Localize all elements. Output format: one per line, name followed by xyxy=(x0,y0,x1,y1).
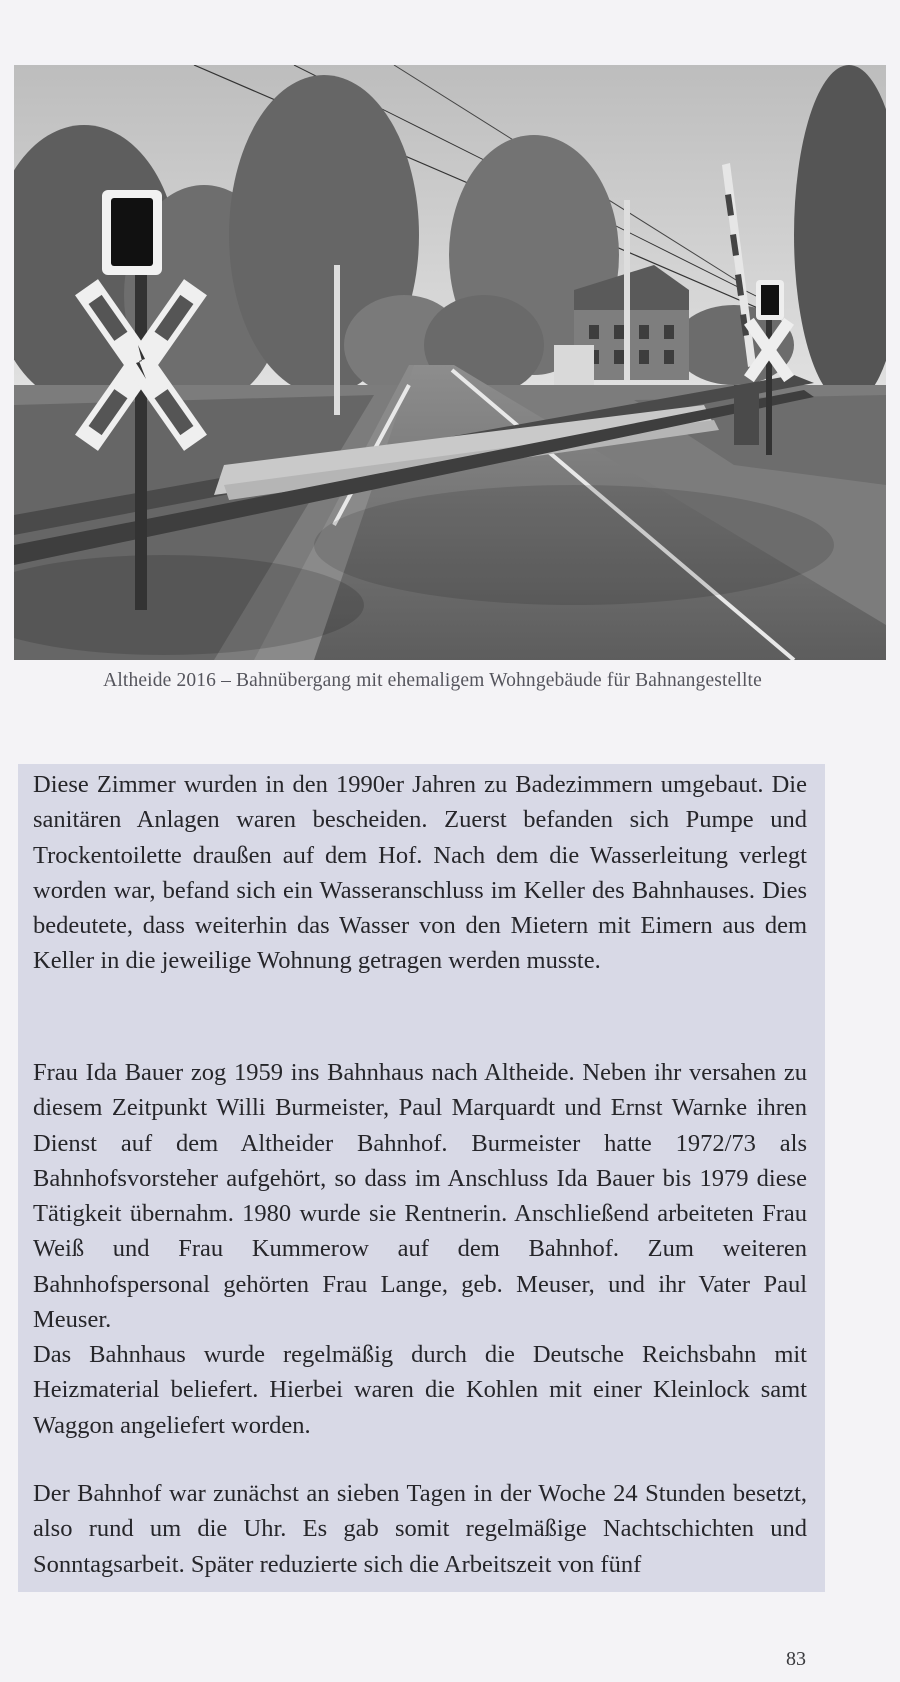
page-number: 83 xyxy=(786,1648,806,1670)
figure-caption: Altheide 2016 – Bahnübergang mit ehemaligem Wohngebäude für Bahnangestellte xyxy=(103,670,762,691)
railway-crossing-photo xyxy=(14,65,886,660)
paragraph: Das Bahnhaus wurde regelmäßig durch die Deutsche Reichsbahn mit Heizmaterial beliefert. Hierbei waren die Kohlen mit einer Kleinlock samt Waggon angeliefert worden. xyxy=(33,1341,807,1439)
paragraph: Der Bahnhof war zunächst an sieben Tagen in der Woche 24 Stunden besetzt, also rund um die Uhr. Es gab somit regelmäßige Nachtschichten und Sonntagsarbeit. Später reduzierte sich die Arbeitszeit von fünf xyxy=(33,1480,807,1578)
paragraph: Diese Zimmer wurden in den 1990er Jahren zu Badezimmern umgebaut. Die sanitären Anlagen waren bescheiden. Zuerst befanden sich Pumpe und Trockentoilette draußen auf dem Hof. Nach dem die Wasserleitung verlegt worden war, befand sich ein Wasseranschluss im Keller des Bahnhauses. Dies bedeutete, dass weiterhin das Wasser von den Mietern mit Eimern aus dem Keller in die jeweilige Wohnung getragen werden musste. xyxy=(33,771,807,975)
paragraph: Frau Ida Bauer zog 1959 ins Bahnhaus nach Altheide. Neben ihr versahen zu diesem Zeitpunkt Willi Burmeister, Paul Marquardt und Ernst Warnke ihren Dienst auf dem Altheider Bahnhof. Burmeister hatte 1972/73 als Bahnhofsvorsteher aufgehört, so dass im Anschluss Ida Bauer bis 1979 diese Tätigkeit übernahm. 1980 wurde sie Rentnerin. Anschließend arbeiteten Frau Weiß und Frau Kummerow auf dem Bahnhof. Zum weiteren Bahnhofspersonal gehörten Frau Lange, geb. Meuser, und ihr Vater Paul Meuser. xyxy=(33,1059,807,1334)
